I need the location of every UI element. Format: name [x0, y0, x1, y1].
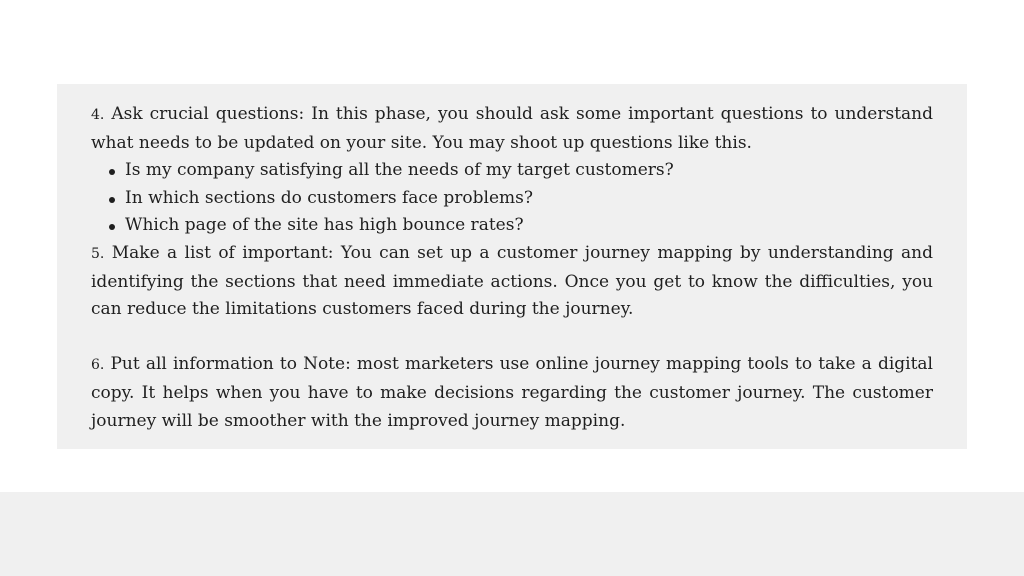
question-list: [91, 157, 933, 240]
bullet-icon: [109, 169, 115, 175]
section-4-text: Ask crucial questions: In this phase, you should ask some important questions to understand what needs to be updated on your site. You may shoot up questions like this.: [91, 104, 933, 153]
section-6-paragraph: [91, 351, 933, 435]
section-4-paragraph: [91, 101, 933, 157]
content-box: [57, 84, 967, 449]
section-6-number: 6.: [91, 357, 105, 374]
section-4-number: 4.: [91, 107, 105, 123]
list-item-text: Is my company satisfying all the needs of my target customers?: [125, 160, 674, 181]
list-item: [107, 185, 933, 213]
list-item: [107, 157, 933, 185]
section-6-text: Put all information to Note: most marketers use online journey mapping tools to take a digital copy. It helps when you have to make decisions regarding the customer journey. The customer journey will be smoother with the improved journey mapping.: [91, 354, 933, 431]
list-item-text: In which sections do customers face problems?: [125, 187, 533, 208]
section-5-number: 5.: [91, 245, 105, 262]
bullet-icon: [109, 197, 115, 203]
section-5-paragraph: [91, 240, 933, 324]
paragraph-spacer: [91, 324, 933, 352]
section-5-text: Make a list of important: You can set up a customer journey mapping by understanding and identifying the sections that need immediate actions. Once you get to know the difficulties, you can reduce the limitations customers faced during the journey.: [91, 242, 933, 320]
list-item: [107, 212, 933, 240]
bottom-band: [0, 492, 1024, 576]
bullet-icon: [109, 224, 115, 230]
list-item-text: Which page of the site has high bounce rates?: [125, 215, 524, 236]
